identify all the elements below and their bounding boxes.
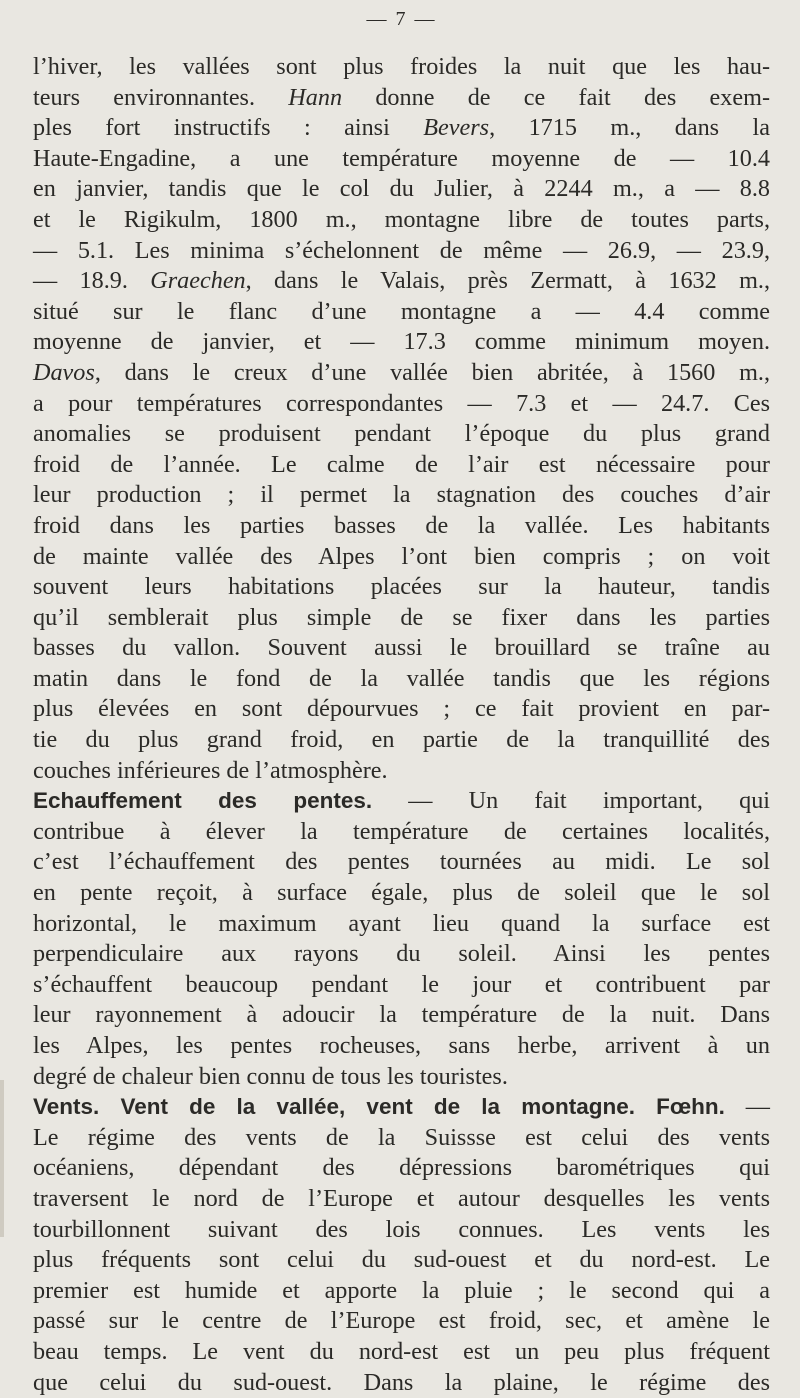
text-segment: ples fort instructifs : ainsi (33, 114, 424, 142)
text-segment: s’échauffent beaucoup pendant le jour et contribuent par (33, 970, 770, 998)
text-segment: tie du plus grand froid, en partie de la tranquillité des (33, 726, 770, 754)
text-line (33, 603, 770, 634)
text-line (33, 725, 770, 756)
text-segment: degré de chaleur bien connu de tous les touristes. (33, 1062, 508, 1090)
text-line (33, 939, 770, 970)
page-number: — 7 — (366, 8, 437, 30)
text-segment: froid dans les parties basses de la vallée. Les habitants (33, 511, 770, 539)
text-line (33, 1306, 770, 1337)
text-line (33, 1337, 770, 1368)
text-line (33, 847, 770, 878)
section-heading: Echauffement des pentes. (33, 788, 373, 814)
text-line (33, 389, 770, 420)
text-line (33, 817, 770, 848)
text-segment: passé sur le centre de l’Europe est froid, sec, et amène le (33, 1307, 770, 1335)
text-line (33, 1062, 770, 1093)
text-line (33, 664, 770, 695)
text-segment: a pour températures correspondantes — 7.3 et — 24.7. Ces (33, 389, 770, 417)
text-segment: les Alpes, les pentes rocheuses, sans herbe, arrivent à un (33, 1032, 770, 1059)
text-segment: Le régime des vents de la Suissse est celui des vents (33, 1123, 770, 1151)
text-segment: souvent leurs habitations placées sur la hauteur, tandis (33, 573, 770, 601)
text-segment: qu’il semblerait plus simple de se fixer dans les parties (33, 603, 770, 631)
text-line (33, 327, 770, 358)
text-line (33, 266, 770, 297)
page-edge-shadow (0, 1080, 4, 1237)
text-line (33, 970, 770, 1001)
italic-name: Davos (33, 358, 95, 386)
text-line (33, 878, 770, 909)
text-line (33, 1215, 770, 1246)
body-text (33, 52, 770, 1398)
text-line (33, 1000, 770, 1031)
text-segment: Haute-Engadine, a une température moyenne de — 10.4 (33, 144, 770, 172)
text-segment: situé sur le flanc d’une montagne a — 4.4 comme (33, 297, 770, 325)
text-line (33, 786, 770, 817)
text-line (33, 358, 770, 389)
text-segment: , dans le Valais, près Zermatt, à 1632 m., (245, 267, 770, 295)
text-line (33, 52, 770, 83)
text-segment: teurs environnantes. (33, 83, 289, 111)
text-segment: couches inférieures de l’atmosphère. (33, 756, 388, 784)
text-segment: en janvier, tandis que le col du Julier, à 2244 m., a — 8.8 (33, 175, 770, 203)
text-segment: — 5.1. Les minima s’échelonnent de même — 26.9, — 23.9, (33, 236, 770, 264)
text-segment: premier est humide et apporte la pluie ; le second qui a (33, 1276, 770, 1304)
text-segment: basses du vallon. Souvent aussi le brouillard se traîne au (33, 634, 770, 662)
text-line (33, 542, 770, 573)
text-line (33, 756, 770, 787)
text-line (33, 113, 770, 144)
text-segment: matin dans le fond de la vallée tandis que les régions (33, 664, 770, 692)
text-segment: horizontal, le maximum ayant lieu quand la surface est (33, 909, 770, 937)
text-line (33, 144, 770, 175)
text-line (33, 297, 770, 328)
text-segment: anomalies se produisent pendant l’époque du plus grand (33, 420, 770, 448)
text-line (33, 236, 770, 267)
italic-name: Hann (288, 83, 343, 111)
text-line (33, 1031, 770, 1062)
text-segment: moyenne de janvier, et — 17.3 comme minimum moyen. (33, 328, 770, 356)
text-line (33, 450, 770, 481)
italic-name: Graechen (150, 267, 246, 295)
text-line (33, 1153, 770, 1184)
text-line (33, 1092, 770, 1123)
text-line (33, 1276, 770, 1307)
text-line (33, 694, 770, 725)
text-segment: — 18.9. (33, 267, 151, 295)
text-segment: traversent le nord de l’Europe et autour desquelles les vents (33, 1184, 770, 1212)
text-line (33, 205, 770, 236)
text-line (33, 83, 770, 114)
text-segment: , dans le creux d’une vallée bien abritée, à 1560 m., (94, 358, 770, 386)
text-line (33, 174, 770, 205)
italic-name: Bevers (423, 114, 490, 142)
text-segment: leur rayonnement à adoucir la température de la nuit. Dans (33, 1001, 770, 1029)
text-line (33, 633, 770, 664)
text-segment: océaniens, dépendant des dépressions barométriques qui (33, 1154, 770, 1182)
text-segment: , 1715 m., dans la (489, 114, 770, 142)
text-segment: perpendiculaire aux rayons du soleil. Ainsi les pentes (33, 940, 770, 968)
text-line (33, 419, 770, 450)
text-line (33, 572, 770, 603)
text-segment: plus fréquents sont celui du sud-ouest et du nord-est. Le (33, 1246, 770, 1274)
text-segment: que celui du sud-ouest. Dans la plaine, le régime des (33, 1368, 770, 1396)
text-segment: et le Rigikulm, 1800 m., montagne libre de toutes parts, (33, 205, 770, 233)
text-segment: donne de ce fait des exem- (342, 83, 770, 111)
text-segment: — (724, 1093, 770, 1121)
text-line (33, 1123, 770, 1154)
text-segment: de mainte vallée des Alpes l’ont bien compris ; on voit (33, 542, 770, 570)
text-line (33, 909, 770, 940)
text-segment: froid de l’année. Le calme de l’air est nécessaire pour (33, 450, 770, 478)
text-segment: leur production ; il permet la stagnation des couches d’air (33, 481, 770, 509)
text-line (33, 1245, 770, 1276)
section-heading: Vents. Vent de la vallée, vent de la montagne. Fœhn. (33, 1094, 725, 1120)
text-line (33, 480, 770, 511)
text-line (33, 1368, 770, 1398)
text-segment: c’est l’échauffement des pentes tournées au midi. Le sol (33, 848, 770, 876)
text-segment: — Un fait important, qui (372, 787, 771, 815)
text-segment: tourbillonnent suivant des lois connues. Les vents les (33, 1215, 770, 1243)
text-line (33, 1184, 770, 1215)
text-segment: l’hiver, les vallées sont plus froides la nuit que les hau- (33, 53, 770, 80)
text-segment: contribue à élever la température de certaines localités, (33, 817, 770, 845)
text-segment: beau temps. Le vent du nord-est est un peu plus fréquent (33, 1337, 770, 1365)
text-segment: en pente reçoit, à surface égale, plus de soleil que le sol (33, 879, 770, 907)
text-segment: plus élevées en sont dépourvues ; ce fait provient en par- (33, 695, 770, 723)
text-line (33, 511, 770, 542)
